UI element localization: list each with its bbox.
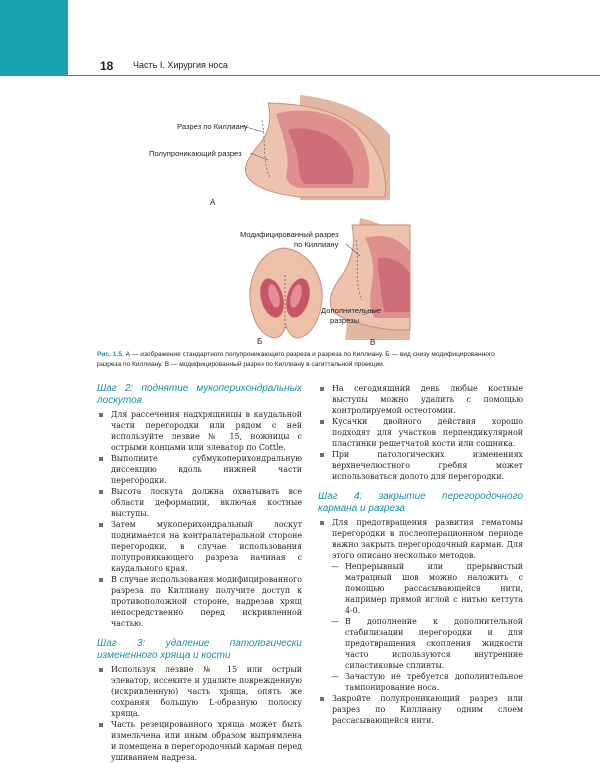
right-column xyxy=(318,383,523,726)
figure-caption xyxy=(97,350,507,370)
label-hemitransfixion: Полупроникающий разрез xyxy=(149,149,242,158)
list-subitem: — Непрерывный или прерывистый матрацный шов можно наложить с помощью рассасывающейся нити, например прямой иглой с нитью кеттута 4-0. xyxy=(318,561,523,616)
list-item: В случае использования модифицированного разреза по Киллиану получите доступ к противоположной стороне, надрезав хрящ непосредственно перед искривленной частью. xyxy=(97,574,302,629)
list-subitem: — В дополнение к дополнительной стабилизации перегородки и для предотвращения скопления жидкости часто используются внутренние силастиковые сплинты. xyxy=(318,616,523,671)
header-rule xyxy=(68,75,600,76)
section-4-title: Шаг 4: закрытие перегородочного кармана и разреза xyxy=(318,491,523,514)
list-item: На сегодняшний день любые костные выступы можно удалить с помощью контролируемой остеотомии. xyxy=(318,383,523,416)
left-column xyxy=(97,383,302,763)
list-item: Используя лезвие № 15 или острый элеватор, иссеките и удалите поврежденную (искривленную) часть хряща, опять же сохраняя большую L-образную полоску хряща. xyxy=(97,664,302,719)
list-item: Затем мукоперихондральный лоскут поднимается на контралатеральной стороне перегородки, в случае использования полупроникающего разреза начиная с каудального края. xyxy=(97,519,302,574)
section-4-list xyxy=(318,517,523,726)
list-item: Закройте полупроникающий разрез или разрез по Киллиану одним слоем рассасывающейся нити. xyxy=(318,693,523,726)
label-modified-killian-line2: по Киллиану xyxy=(294,240,339,249)
list-subitem: — Зачастую не требуется дополнительное тампонирование носа. xyxy=(318,671,523,693)
label-modified-killian-line1: Модифицированный разрез xyxy=(240,230,339,239)
running-title: Часть I. Хирургия носа xyxy=(133,60,228,70)
section-3-continued-list xyxy=(318,383,523,482)
list-item: Выполните субмукоперихондральную диссекцию вдоль нижней части перегородки. xyxy=(97,453,302,486)
caption-label: Рис. 1.5. xyxy=(97,351,124,358)
label-additional-incisions-line2: разрезы xyxy=(330,316,360,325)
section-2-list xyxy=(97,409,302,629)
label-panel-a: А xyxy=(210,198,216,207)
list-item: Для предотвращения развития гематомы перегородки в послеоперационном периоде важно закрыть перегородочный карман. Для этого описано несколько методов. xyxy=(318,517,523,561)
section-3-title: Шаг 3: удаление патологически измененного хряща и кости xyxy=(97,638,302,661)
list-item: При патологических изменениях верхнечелюстного гребня может использоваться долото для перегородки. xyxy=(318,449,523,482)
caption-text: А — изображение стандартного полупроникающего разреза и разреза по Киллиану. Б — вид снизу модифицированного разреза по Киллиану. В — модифицированный разрез по Киллиану в сагиттальной проекции. xyxy=(97,351,495,368)
label-additional-incisions-line1: Дополнительные xyxy=(321,306,382,315)
list-item: Высота лоскута должна охватывать все области деформации, включая костные выступы. xyxy=(97,486,302,519)
label-killian-incision: Разрез по Киллиану xyxy=(177,122,248,131)
list-item: Часть резецированного хряща может быть измельчена или иным образом выпрямлена и помещена в перегородочный карман перед ушиванием надреза. xyxy=(97,719,302,763)
chapter-color-tab xyxy=(0,0,68,76)
panel-a-drawing xyxy=(242,95,390,200)
section-3-list xyxy=(97,664,302,763)
label-panel-v: В xyxy=(370,338,376,347)
panel-b-drawing xyxy=(250,248,322,338)
page-number: 18 xyxy=(100,59,114,73)
figure-illustration xyxy=(0,80,600,350)
list-item: Для рассечения надхрящницы в каудальной части перегородки или рядом с ней используйте лезвие № 15, ножницы с острыми концами или элеватор по Cottle. xyxy=(97,409,302,453)
label-panel-b: Б xyxy=(257,337,263,346)
section-2-title: Шаг 2: поднятие мукоперихондральных лоскутов xyxy=(97,383,302,406)
list-item: Кусачки двойного действия хорошо подходят для участков перпендикулярной пластинки решетчатой кости или сошника. xyxy=(318,416,523,449)
